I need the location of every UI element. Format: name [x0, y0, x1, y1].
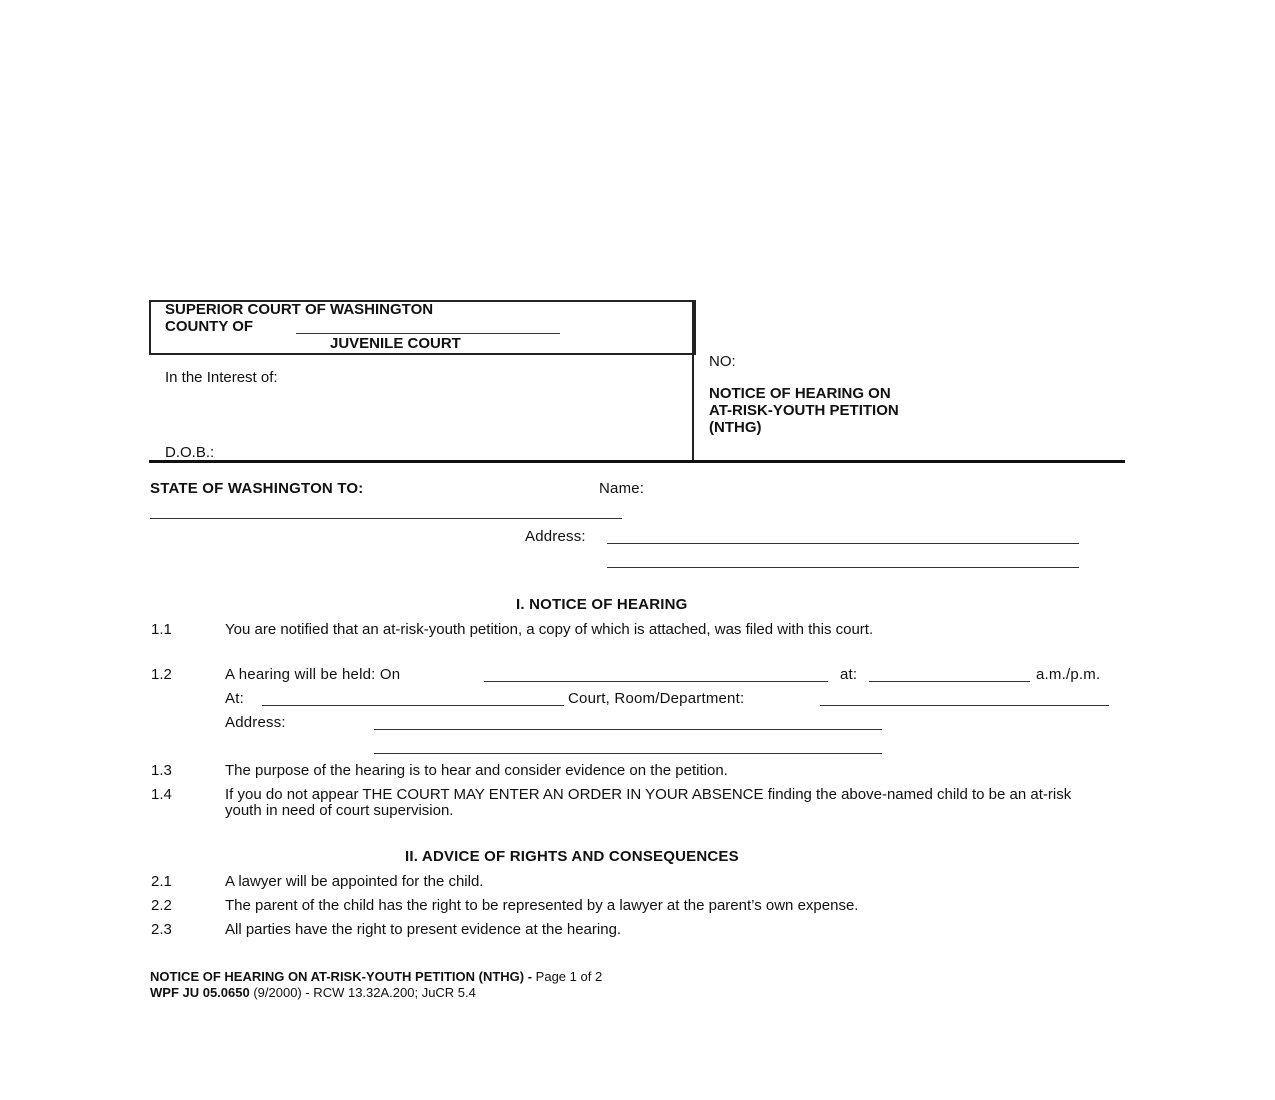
court-room-label: Court, Room/Department:: [568, 690, 745, 707]
item-number: 2.2: [151, 897, 172, 914]
hearing-date-field[interactable]: [484, 681, 828, 682]
item-text: All parties have the right to present evidence at the hearing.: [225, 921, 622, 938]
state-to-label: STATE OF WASHINGTON TO:: [150, 480, 364, 497]
case-number-label: NO:: [709, 353, 736, 370]
document-title-line2: AT-RISK-YOUTH PETITION: [709, 402, 899, 419]
section1-heading: I. NOTICE OF HEARING: [516, 596, 688, 613]
item-number: 1.3: [151, 762, 172, 779]
item-number: 2.1: [151, 873, 172, 890]
section2-heading: II. ADVICE OF RIGHTS AND CONSEQUENCES: [405, 848, 739, 865]
caption-bottom-rule: [149, 460, 1125, 463]
document-title-line3: (NTHG): [709, 419, 762, 436]
court-name: SUPERIOR COURT OF WASHINGTON: [165, 301, 434, 318]
item-text: You are notified that an at-risk-youth petition, a copy of which is attached, was filed with this court.: [225, 621, 874, 638]
hearing-time-field[interactable]: [869, 681, 1030, 682]
footer-line2: [150, 985, 476, 1000]
hearing-at-label: at:: [840, 666, 858, 683]
item-text: A lawyer will be appointed for the child.: [225, 873, 484, 890]
item-text: The purpose of the hearing is to hear and consider evidence on the petition.: [225, 762, 728, 779]
hearing-address-field-2[interactable]: [374, 753, 882, 754]
county-field[interactable]: [296, 333, 560, 334]
hearing-room-field[interactable]: [820, 705, 1109, 706]
hearing-address-field-1[interactable]: [374, 729, 882, 730]
caption-vertical-divider: [692, 300, 694, 461]
item-number: 1.4: [151, 786, 172, 803]
addressee-name-field[interactable]: [150, 518, 622, 519]
ampm-label: a.m./p.m.: [1036, 666, 1101, 683]
name-label: Name:: [599, 480, 645, 497]
county-label: COUNTY OF: [165, 318, 254, 335]
footer-form-id: WPF JU 05.0650: [150, 985, 250, 1000]
document-title-line1: NOTICE OF HEARING ON: [709, 385, 891, 402]
hearing-court-field[interactable]: [262, 705, 564, 706]
item-text: The parent of the child has the right to be represented by a lawyer at the parent’s own expense.: [225, 897, 859, 914]
hearing-address-label: Address:: [225, 714, 286, 731]
hearing-on-label: A hearing will be held: On: [225, 666, 401, 683]
footer-citation: (9/2000) - RCW 13.32A.200; JuCR 5.4: [249, 985, 476, 1000]
footer-page-number: Page 1 of 2: [535, 969, 603, 984]
item-number: 1.1: [151, 621, 172, 638]
item-number: 2.3: [151, 921, 172, 938]
footer-form-title: NOTICE OF HEARING ON AT-RISK-YOUTH PETITION (NTHG) -: [150, 969, 533, 984]
interest-of-label: In the Interest of:: [165, 369, 278, 386]
dob-label: D.O.B.:: [165, 444, 215, 461]
item-number: 1.2: [151, 666, 172, 683]
division-label: JUVENILE COURT: [330, 335, 461, 352]
hearing-location-label: At:: [225, 690, 244, 707]
item-text: If you do not appear THE COURT MAY ENTER AN ORDER IN YOUR ABSENCE finding the above-named child to be an at-risk youth in need of court supervision.: [225, 786, 1072, 819]
address-label: Address:: [525, 528, 586, 545]
footer-line1: [150, 969, 602, 984]
addressee-address-field-1[interactable]: [607, 543, 1079, 544]
addressee-address-field-2[interactable]: [607, 567, 1079, 568]
